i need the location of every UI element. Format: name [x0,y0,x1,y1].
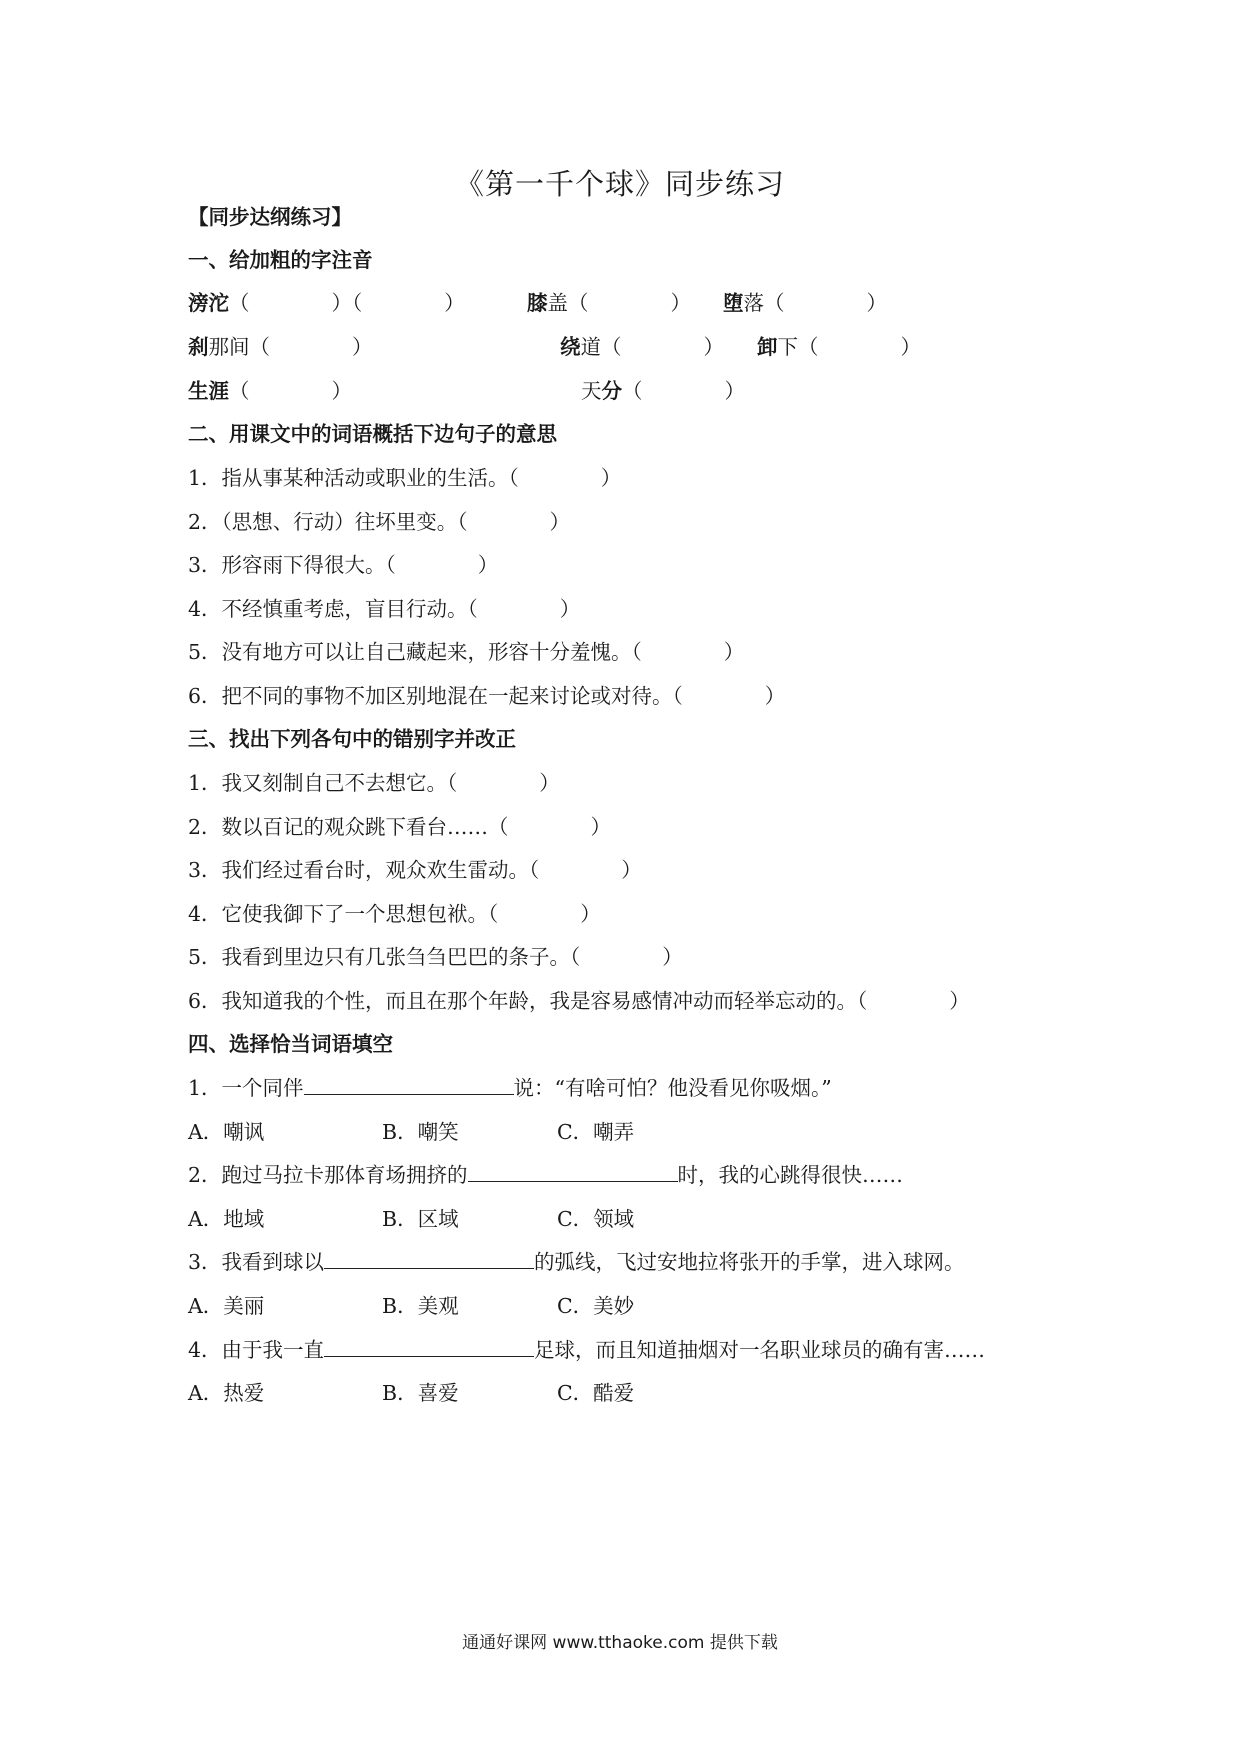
fill-question: 3．我看到球以 的弧线，飞过安地拉将张开的手掌，进入球网。 [188,1250,965,1274]
option-a: A．热爱 [188,1381,265,1405]
fill-question: 2．跑过马拉卡那体育场拥挤的 时，我的心跳得很快…… [188,1163,904,1187]
option-c: C．领域 [557,1207,635,1231]
list-item: 6．把不同的事物不加区别地混在一起来讨论或对待。（ ） [188,684,786,708]
list-item: 2．数以百记的观众跳下看台……（ ） [188,815,612,839]
pinyin-item: 绕道（ ） [560,335,724,359]
list-item: 4．它使我御下了一个思想包袱。（ ） [188,902,601,926]
pinyin-item: 堕落（ ） [723,291,887,315]
part4-heading: 四、选择恰当词语填空 [188,1032,393,1056]
pinyin-item: 天分（ ） [581,379,745,403]
list-item: 3．我们经过看台时，观众欢生雷动。（ ） [188,858,642,882]
option-b: B．区域 [382,1207,459,1231]
pinyin-item: 生涯（ ） [188,379,352,403]
list-item: 6．我知道我的个性，而且在那个年龄，我是容易感情冲动而轻举忘动的。（ ） [188,989,970,1013]
section-header: 【同步达纲练习】 [188,205,352,229]
list-item: 4．不经慎重考虑，盲目行动。（ ） [188,597,581,621]
list-item: 5．没有地方可以让自己藏起来，形容十分羞愧。（ ） [188,640,745,664]
option-b: B．嘲笑 [382,1120,459,1144]
option-c: C．嘲弄 [557,1120,635,1144]
pinyin-item: 滂沱（ ）（ ） [188,291,465,315]
option-c: C．美妙 [557,1294,635,1318]
option-a: A．嘲讽 [188,1120,265,1144]
pinyin-item: 膝盖（ ） [527,291,691,315]
list-item: 2．（思想、行动）往坏里变。（ ） [188,510,571,534]
page-title: 《第一千个球》同步练习 [454,167,785,201]
option-b: B．美观 [382,1294,459,1318]
answer-blank[interactable] [324,1248,534,1269]
fill-question: 4．由于我一直 足球，而且知道抽烟对一名职业球员的确有害…… [188,1338,986,1362]
fill-question: 1．一个同伴 说：“有啥可怕？他没看见你吸烟。” [188,1076,832,1100]
list-item: 1．指从事某种活动或职业的生活。（ ） [188,466,622,490]
option-a: A．美丽 [188,1294,265,1318]
option-b: B．喜爱 [382,1381,459,1405]
part1-heading: 一、给加粗的字注音 [188,248,373,272]
option-c: C．酷爱 [557,1381,635,1405]
pinyin-item: 卸下（ ） [757,335,921,359]
pinyin-item: 刹那间（ ） [188,335,373,359]
answer-blank[interactable] [324,1336,534,1357]
answer-blank[interactable] [304,1074,514,1095]
list-item: 5．我看到里边只有几张刍刍巴巴的条子。（ ） [188,945,683,969]
part3-heading: 三、找出下列各句中的错别字并改正 [188,727,516,751]
page-footer: 通通好课网 www.tthaoke.com 提供下载 [462,1633,778,1653]
list-item: 3．形容雨下得很大。（ ） [188,553,499,577]
part2-heading: 二、用课文中的词语概括下边句子的意思 [188,422,557,446]
answer-blank[interactable] [468,1161,678,1182]
list-item: 1．我又刻制自己不去想它。（ ） [188,771,560,795]
option-a: A．地域 [188,1207,265,1231]
